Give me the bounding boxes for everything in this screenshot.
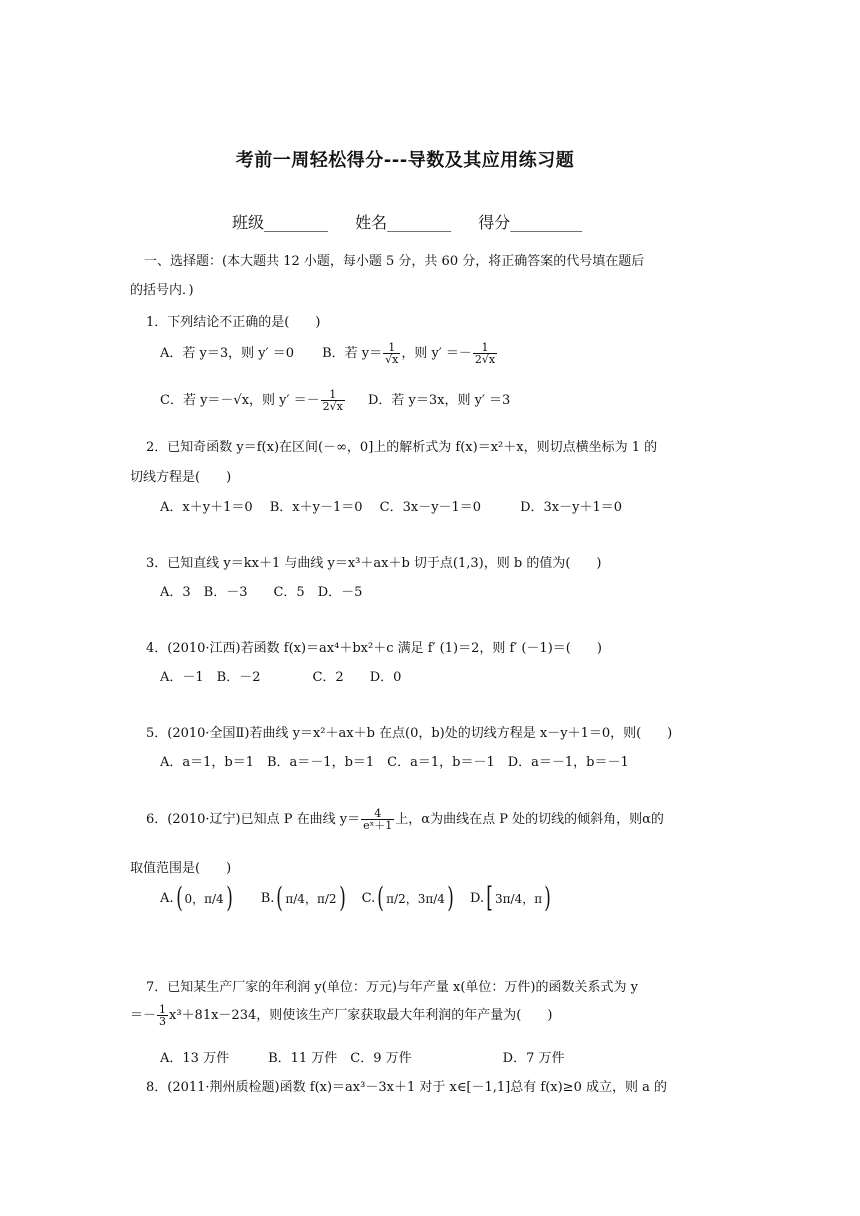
score-field: 得分_________: [478, 213, 583, 232]
q1-option-b: B．若 y＝ $\frac{1}{√x}$ ，则 y′ ＝－ $\frac{1}{2√x}$: [322, 341, 496, 366]
q5-options: A．a＝1，b＝1 B．a＝－1，b＝1 C．a＝1，b＝－1 D．a＝－1，b＝－1: [160, 755, 629, 770]
q6-option-c: C.( π/2，3π/4): [361, 881, 454, 914]
fraction: $\frac{1}{2√x}$: [474, 341, 496, 366]
section-heading-line2: 的括号内．): [130, 283, 194, 298]
q7-options: A．13 万件 B．11 万件 C．9 万件 D．7 万件: [160, 1051, 565, 1066]
q7-line2: ＝－ $\frac{1}{3}$ x³＋81x－234，则使该生产厂家获取最大年利润的年产量为( ): [130, 1003, 553, 1028]
q1-option-c-d: [160, 389, 510, 412]
page-title: 考前一周轻松得分---导数及其应用练习题: [235, 150, 575, 171]
fraction: $\frac{1}{√x}$: [385, 341, 399, 366]
q6-option-d: D.[ 3π/4，π): [470, 881, 551, 914]
q6-option-a: A.( 0，π/4): [160, 881, 233, 914]
q6-option-b: B.( π/4，π/2): [260, 881, 346, 914]
q6-options: [160, 881, 553, 914]
q1-option-c: C．若 y＝－√x，则 y′ ＝－ $\frac{1}{2√x}$: [160, 388, 343, 413]
q1-stem: 1．下列结论不正确的是( ): [146, 315, 321, 330]
q2-line1: 2．已知奇函数 y＝f(x)在区间(－∞，0]上的解析式为 f(x)＝x²＋x，则切点横坐标为 1 的: [146, 440, 658, 455]
class-field: 班级________: [232, 213, 329, 232]
q1-option-a-b: [160, 342, 498, 365]
fraction: $\frac{1}{3}$: [159, 1003, 167, 1028]
q1-option-d: D．若 y＝3x，则 y′ ＝3: [367, 393, 511, 408]
q7-line1: 7．已知某生产厂家的年利润 y(单位：万元)与年产量 x(单位：万件)的函数关系式为 y: [146, 980, 638, 995]
q3-stem: 3．已知直线 y＝kx＋1 与曲线 y＝x³＋ax＋b 切于点(1,3)，则 b 的值为( ): [146, 556, 602, 571]
student-info-line: [232, 210, 604, 233]
q4-stem: 4．(2010·江西)若函数 f(x)＝ax⁴＋bx²＋c 满足 f′ (1)＝2，则 f′ (－1)＝( ): [146, 641, 602, 656]
q5-stem: 5．(2010·全国Ⅱ)若曲线 y＝x²＋ax＋b 在点(0，b)处的切线方程是 x－y＋1＝0，则( ): [146, 726, 673, 741]
q6-line2: 取值范围是( ): [130, 861, 232, 876]
section-heading-line1: 一、选择题：(本大题共 12 小题，每小题 5 分，共 60 分，将正确答案的代号填在题后: [144, 254, 645, 269]
q2-options: A．x＋y＋1＝0 B．x＋y－1＝0 C．3x－y－1＝0 D．3x－y＋1＝0: [160, 500, 622, 515]
fraction: $\frac{4}{\text{eˣ＋1}}$: [363, 807, 393, 832]
name-field: 姓名________: [355, 213, 452, 232]
fraction: $\frac{1}{2√x}$: [322, 388, 343, 413]
q6-line1: 6．(2010·辽宁)已知点 P 在曲线 y＝ $\frac{4}{\text{eˣ＋1}}$ 上，α为曲线在点 P 处的切线的倾斜角，则α的: [146, 807, 664, 832]
q4-options: A．－1 B．－2 C．2 D．0: [160, 670, 402, 685]
q8-line1: 8．(2011·荆州质检题)函数 f(x)＝ax³－3x＋1 对于 x∈[－1,1]总有 f(x)≥0 成立，则 a 的: [146, 1080, 667, 1095]
q3-options: A．3 B．－3 C．5 D．－5: [160, 585, 363, 600]
q2-line2: 切线方程是( ): [130, 470, 232, 485]
q1-option-a: A．若 y＝3，则 y′ ＝0: [160, 346, 294, 361]
